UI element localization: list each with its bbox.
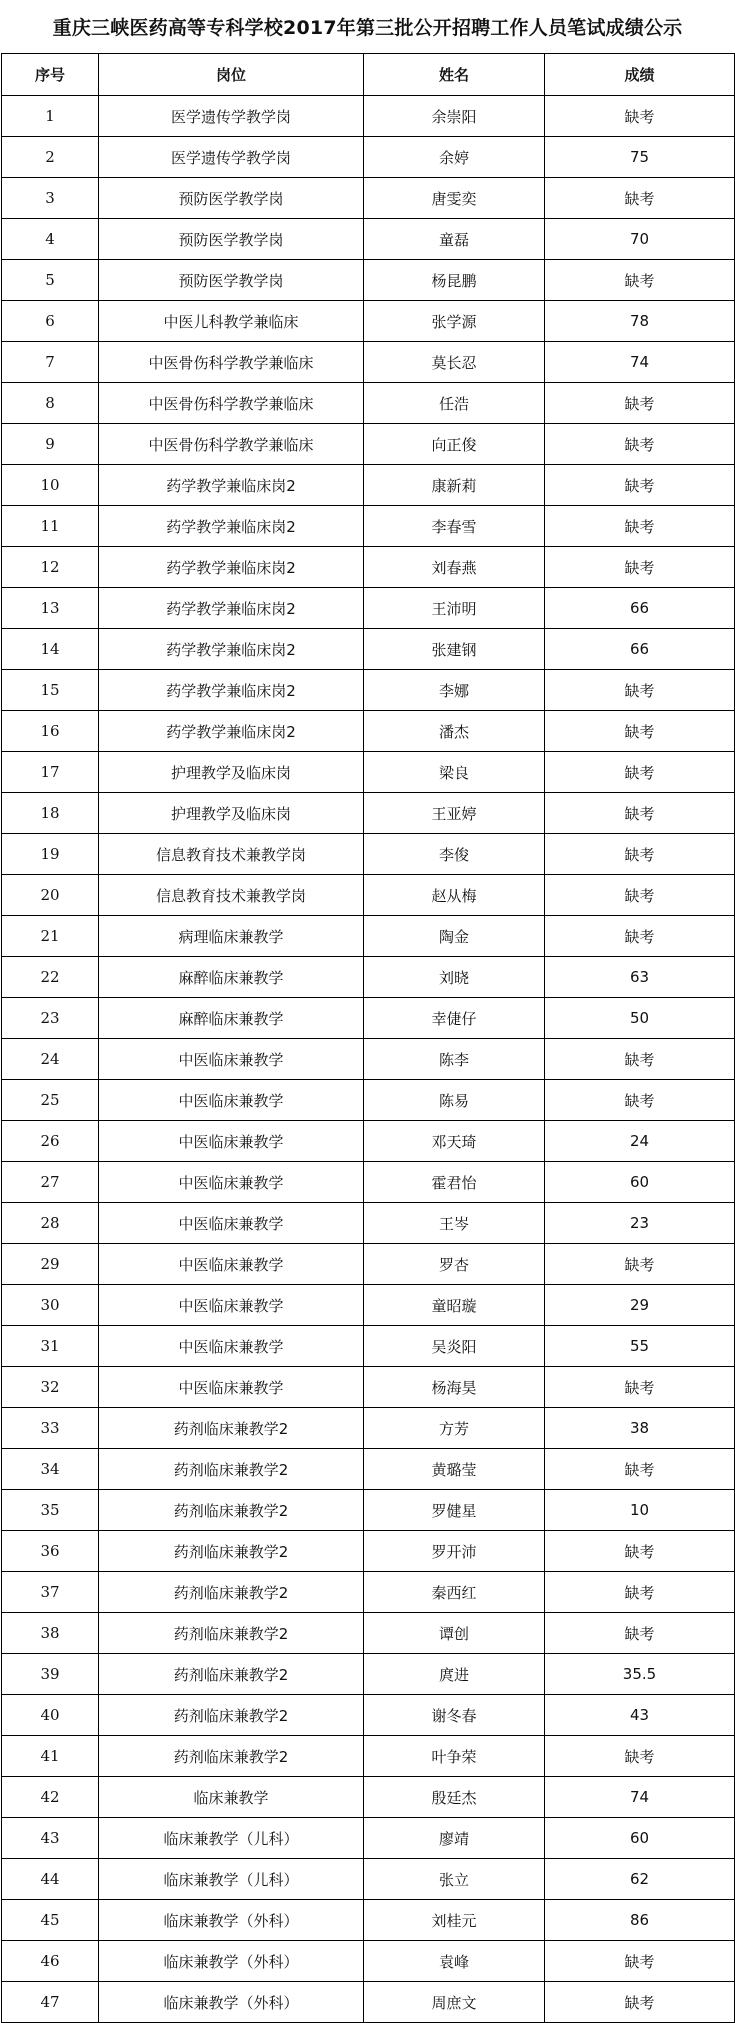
score-cell: 60 [545, 1818, 735, 1859]
name-cell: 张建钢 [364, 629, 545, 670]
table-row [2, 629, 735, 670]
score-cell: 62 [545, 1859, 735, 1900]
table-row [2, 342, 735, 383]
position-cell: 医学遗传学教学岗 [99, 96, 364, 137]
table-row [2, 998, 735, 1039]
table-row [2, 1695, 735, 1736]
position-cell: 中医骨伤科学教学兼临床 [99, 342, 364, 383]
score-cell: 缺考 [545, 1244, 735, 1285]
table-row [2, 1613, 735, 1654]
serial-number-cell: 47 [2, 1982, 99, 2023]
table-row [2, 957, 735, 998]
position-cell: 药学教学兼临床岗2 [99, 465, 364, 506]
score-cell: 10 [545, 1490, 735, 1531]
serial-number-cell: 26 [2, 1121, 99, 1162]
score-cell: 缺考 [545, 178, 735, 219]
table-row [2, 1285, 735, 1326]
position-cell: 药学教学兼临床岗2 [99, 588, 364, 629]
name-cell: 陈易 [364, 1080, 545, 1121]
serial-number-cell: 31 [2, 1326, 99, 1367]
serial-number-cell: 24 [2, 1039, 99, 1080]
table-row [2, 1326, 735, 1367]
table-row [2, 916, 735, 957]
table-row [2, 834, 735, 875]
position-cell: 中医临床兼教学 [99, 1121, 364, 1162]
table-row [2, 1121, 735, 1162]
page-title: 重庆三峡医药高等专科学校2017年第三批公开招聘工作人员笔试成绩公示 [52, 17, 683, 39]
table-header [2, 54, 735, 96]
score-cell: 缺考 [545, 465, 735, 506]
table-row [2, 1572, 735, 1613]
serial-number-cell: 44 [2, 1859, 99, 1900]
score-cell: 缺考 [545, 670, 735, 711]
serial-number-cell: 21 [2, 916, 99, 957]
position-cell: 药剂临床兼教学2 [99, 1572, 364, 1613]
serial-number-cell: 30 [2, 1285, 99, 1326]
score-cell: 缺考 [545, 1080, 735, 1121]
name-cell: 李春雪 [364, 506, 545, 547]
name-cell: 张立 [364, 1859, 545, 1900]
table-row [2, 383, 735, 424]
table-row [2, 711, 735, 752]
scores-table [1, 53, 735, 2023]
table-row [2, 1162, 735, 1203]
header-score: 成绩 [545, 54, 735, 96]
score-cell: 55 [545, 1326, 735, 1367]
name-cell: 童昭璇 [364, 1285, 545, 1326]
serial-number-cell: 18 [2, 793, 99, 834]
serial-number-cell: 22 [2, 957, 99, 998]
name-cell: 吴炎阳 [364, 1326, 545, 1367]
serial-number-cell: 32 [2, 1367, 99, 1408]
position-cell: 中医临床兼教学 [99, 1039, 364, 1080]
serial-number-cell: 27 [2, 1162, 99, 1203]
position-cell: 药剂临床兼教学2 [99, 1654, 364, 1695]
score-cell: 35.5 [545, 1654, 735, 1695]
position-cell: 中医临床兼教学 [99, 1367, 364, 1408]
name-cell: 谢冬春 [364, 1695, 545, 1736]
score-cell: 86 [545, 1900, 735, 1941]
position-cell: 临床兼教学（外科） [99, 1900, 364, 1941]
score-cell: 50 [545, 998, 735, 1039]
position-cell: 药学教学兼临床岗2 [99, 670, 364, 711]
score-cell: 缺考 [545, 1613, 735, 1654]
position-cell: 信息教育技术兼教学岗 [99, 875, 364, 916]
score-cell: 75 [545, 137, 735, 178]
name-cell: 王沛明 [364, 588, 545, 629]
position-cell: 临床兼教学（儿科） [99, 1818, 364, 1859]
serial-number-cell: 33 [2, 1408, 99, 1449]
score-cell: 缺考 [545, 1367, 735, 1408]
position-cell: 中医临床兼教学 [99, 1244, 364, 1285]
header-name: 姓名 [364, 54, 545, 96]
name-cell: 叶争荣 [364, 1736, 545, 1777]
position-cell: 药剂临床兼教学2 [99, 1695, 364, 1736]
table-row [2, 260, 735, 301]
position-cell: 药剂临床兼教学2 [99, 1531, 364, 1572]
serial-number-cell: 36 [2, 1531, 99, 1572]
name-cell: 方芳 [364, 1408, 545, 1449]
serial-number-cell: 38 [2, 1613, 99, 1654]
position-cell: 药剂临床兼教学2 [99, 1449, 364, 1490]
score-cell: 缺考 [545, 1941, 735, 1982]
table-row [2, 1777, 735, 1818]
name-cell: 余婷 [364, 137, 545, 178]
name-cell: 梁良 [364, 752, 545, 793]
serial-number-cell: 14 [2, 629, 99, 670]
position-cell: 预防医学教学岗 [99, 178, 364, 219]
table-row [2, 1449, 735, 1490]
name-cell: 周庶文 [364, 1982, 545, 2023]
score-cell: 缺考 [545, 1572, 735, 1613]
score-cell: 29 [545, 1285, 735, 1326]
score-cell: 缺考 [545, 1531, 735, 1572]
score-cell: 缺考 [545, 916, 735, 957]
score-cell: 缺考 [545, 1736, 735, 1777]
serial-number-cell: 7 [2, 342, 99, 383]
serial-number-cell: 5 [2, 260, 99, 301]
table-row [2, 547, 735, 588]
position-cell: 药学教学兼临床岗2 [99, 711, 364, 752]
score-cell: 66 [545, 629, 735, 670]
position-cell: 预防医学教学岗 [99, 260, 364, 301]
position-cell: 信息教育技术兼教学岗 [99, 834, 364, 875]
table-row [2, 1654, 735, 1695]
score-cell: 缺考 [545, 1982, 735, 2023]
score-cell: 缺考 [545, 793, 735, 834]
position-cell: 护理教学及临床岗 [99, 752, 364, 793]
score-cell: 24 [545, 1121, 735, 1162]
serial-number-cell: 12 [2, 547, 99, 588]
name-cell: 秦西红 [364, 1572, 545, 1613]
serial-number-cell: 29 [2, 1244, 99, 1285]
serial-number-cell: 9 [2, 424, 99, 465]
score-cell: 43 [545, 1695, 735, 1736]
name-cell: 陈李 [364, 1039, 545, 1080]
position-cell: 中医临床兼教学 [99, 1326, 364, 1367]
table-row [2, 1859, 735, 1900]
name-cell: 罗杏 [364, 1244, 545, 1285]
table-row [2, 1982, 735, 2023]
header-row [2, 54, 735, 96]
table-row [2, 1080, 735, 1121]
serial-number-cell: 13 [2, 588, 99, 629]
table-row [2, 670, 735, 711]
score-cell: 缺考 [545, 752, 735, 793]
table-row [2, 1736, 735, 1777]
name-cell: 罗开沛 [364, 1531, 545, 1572]
name-cell: 李俊 [364, 834, 545, 875]
table-row [2, 875, 735, 916]
name-cell: 邓天琦 [364, 1121, 545, 1162]
score-cell: 78 [545, 301, 735, 342]
score-cell: 缺考 [545, 383, 735, 424]
table-row [2, 1531, 735, 1572]
position-cell: 病理临床兼教学 [99, 916, 364, 957]
name-cell: 童磊 [364, 219, 545, 260]
name-cell: 谭创 [364, 1613, 545, 1654]
name-cell: 庹进 [364, 1654, 545, 1695]
serial-number-cell: 3 [2, 178, 99, 219]
position-cell: 药剂临床兼教学2 [99, 1408, 364, 1449]
score-cell: 74 [545, 1777, 735, 1818]
score-cell: 缺考 [545, 96, 735, 137]
table-row [2, 465, 735, 506]
position-cell: 麻醉临床兼教学 [99, 957, 364, 998]
position-cell: 中医骨伤科学教学兼临床 [99, 383, 364, 424]
name-cell: 刘春燕 [364, 547, 545, 588]
position-cell: 中医临床兼教学 [99, 1203, 364, 1244]
name-cell: 霍君怡 [364, 1162, 545, 1203]
position-cell: 中医临床兼教学 [99, 1162, 364, 1203]
name-cell: 杨昆鹏 [364, 260, 545, 301]
name-cell: 罗健星 [364, 1490, 545, 1531]
serial-number-cell: 43 [2, 1818, 99, 1859]
serial-number-cell: 16 [2, 711, 99, 752]
table-row [2, 1367, 735, 1408]
table-row [2, 1244, 735, 1285]
serial-number-cell: 15 [2, 670, 99, 711]
table-row [2, 1490, 735, 1531]
score-cell: 60 [545, 1162, 735, 1203]
position-cell: 护理教学及临床岗 [99, 793, 364, 834]
table-row [2, 1408, 735, 1449]
table-row [2, 424, 735, 465]
position-cell: 临床兼教学 [99, 1777, 364, 1818]
serial-number-cell: 41 [2, 1736, 99, 1777]
score-cell: 23 [545, 1203, 735, 1244]
header-position: 岗位 [99, 54, 364, 96]
table-row [2, 506, 735, 547]
name-cell: 向正俊 [364, 424, 545, 465]
name-cell: 李娜 [364, 670, 545, 711]
position-cell: 药剂临床兼教学2 [99, 1736, 364, 1777]
name-cell: 王亚婷 [364, 793, 545, 834]
name-cell: 赵从梅 [364, 875, 545, 916]
serial-number-cell: 2 [2, 137, 99, 178]
serial-number-cell: 6 [2, 301, 99, 342]
serial-number-cell: 46 [2, 1941, 99, 1982]
name-cell: 潘杰 [364, 711, 545, 752]
table-row [2, 219, 735, 260]
position-cell: 药剂临床兼教学2 [99, 1490, 364, 1531]
table-row [2, 1203, 735, 1244]
position-cell: 临床兼教学（外科） [99, 1982, 364, 2023]
position-cell: 中医儿科教学兼临床 [99, 301, 364, 342]
serial-number-cell: 19 [2, 834, 99, 875]
score-cell: 缺考 [545, 1449, 735, 1490]
score-cell: 缺考 [545, 506, 735, 547]
score-cell: 缺考 [545, 547, 735, 588]
name-cell: 黄璐莹 [364, 1449, 545, 1490]
position-cell: 预防医学教学岗 [99, 219, 364, 260]
position-cell: 药学教学兼临床岗2 [99, 629, 364, 670]
serial-number-cell: 10 [2, 465, 99, 506]
serial-number-cell: 35 [2, 1490, 99, 1531]
score-cell: 70 [545, 219, 735, 260]
serial-number-cell: 42 [2, 1777, 99, 1818]
position-cell: 中医临床兼教学 [99, 1285, 364, 1326]
position-cell: 药剂临床兼教学2 [99, 1613, 364, 1654]
score-cell: 缺考 [545, 834, 735, 875]
score-cell: 缺考 [545, 711, 735, 752]
score-cell: 66 [545, 588, 735, 629]
table-row [2, 301, 735, 342]
serial-number-cell: 23 [2, 998, 99, 1039]
position-cell: 药学教学兼临床岗2 [99, 506, 364, 547]
name-cell: 袁峰 [364, 1941, 545, 1982]
position-cell: 临床兼教学（儿科） [99, 1859, 364, 1900]
name-cell: 幸倢仔 [364, 998, 545, 1039]
name-cell: 刘晓 [364, 957, 545, 998]
serial-number-cell: 40 [2, 1695, 99, 1736]
name-cell: 张学源 [364, 301, 545, 342]
table-row [2, 137, 735, 178]
serial-number-cell: 1 [2, 96, 99, 137]
serial-number-cell: 39 [2, 1654, 99, 1695]
table-row [2, 178, 735, 219]
score-cell: 缺考 [545, 424, 735, 465]
score-cell: 缺考 [545, 875, 735, 916]
name-cell: 殷廷杰 [364, 1777, 545, 1818]
score-cell: 63 [545, 957, 735, 998]
serial-number-cell: 28 [2, 1203, 99, 1244]
name-cell: 廖靖 [364, 1818, 545, 1859]
name-cell: 刘桂元 [364, 1900, 545, 1941]
position-cell: 中医骨伤科学教学兼临床 [99, 424, 364, 465]
table-row [2, 752, 735, 793]
name-cell: 唐雯奕 [364, 178, 545, 219]
serial-number-cell: 45 [2, 1900, 99, 1941]
score-cell: 缺考 [545, 1039, 735, 1080]
serial-number-cell: 20 [2, 875, 99, 916]
score-cell: 缺考 [545, 260, 735, 301]
name-cell: 陶金 [364, 916, 545, 957]
name-cell: 任浩 [364, 383, 545, 424]
score-cell: 38 [545, 1408, 735, 1449]
table-row [2, 588, 735, 629]
position-cell: 中医临床兼教学 [99, 1080, 364, 1121]
serial-number-cell: 25 [2, 1080, 99, 1121]
table-row [2, 793, 735, 834]
score-cell: 74 [545, 342, 735, 383]
position-cell: 医学遗传学教学岗 [99, 137, 364, 178]
name-cell: 康新莉 [364, 465, 545, 506]
table-row [2, 1818, 735, 1859]
serial-number-cell: 37 [2, 1572, 99, 1613]
position-cell: 药学教学兼临床岗2 [99, 547, 364, 588]
table-row [2, 1039, 735, 1080]
name-cell: 杨海昊 [364, 1367, 545, 1408]
serial-number-cell: 17 [2, 752, 99, 793]
table-row [2, 1900, 735, 1941]
name-cell: 王岑 [364, 1203, 545, 1244]
header-serial-number: 序号 [2, 54, 99, 96]
position-cell: 麻醉临床兼教学 [99, 998, 364, 1039]
position-cell: 临床兼教学（外科） [99, 1941, 364, 1982]
table-body [2, 96, 735, 2023]
serial-number-cell: 4 [2, 219, 99, 260]
name-cell: 余崇阳 [364, 96, 545, 137]
serial-number-cell: 8 [2, 383, 99, 424]
serial-number-cell: 34 [2, 1449, 99, 1490]
serial-number-cell: 11 [2, 506, 99, 547]
table-row [2, 1941, 735, 1982]
table-row [2, 96, 735, 137]
name-cell: 莫长忍 [364, 342, 545, 383]
